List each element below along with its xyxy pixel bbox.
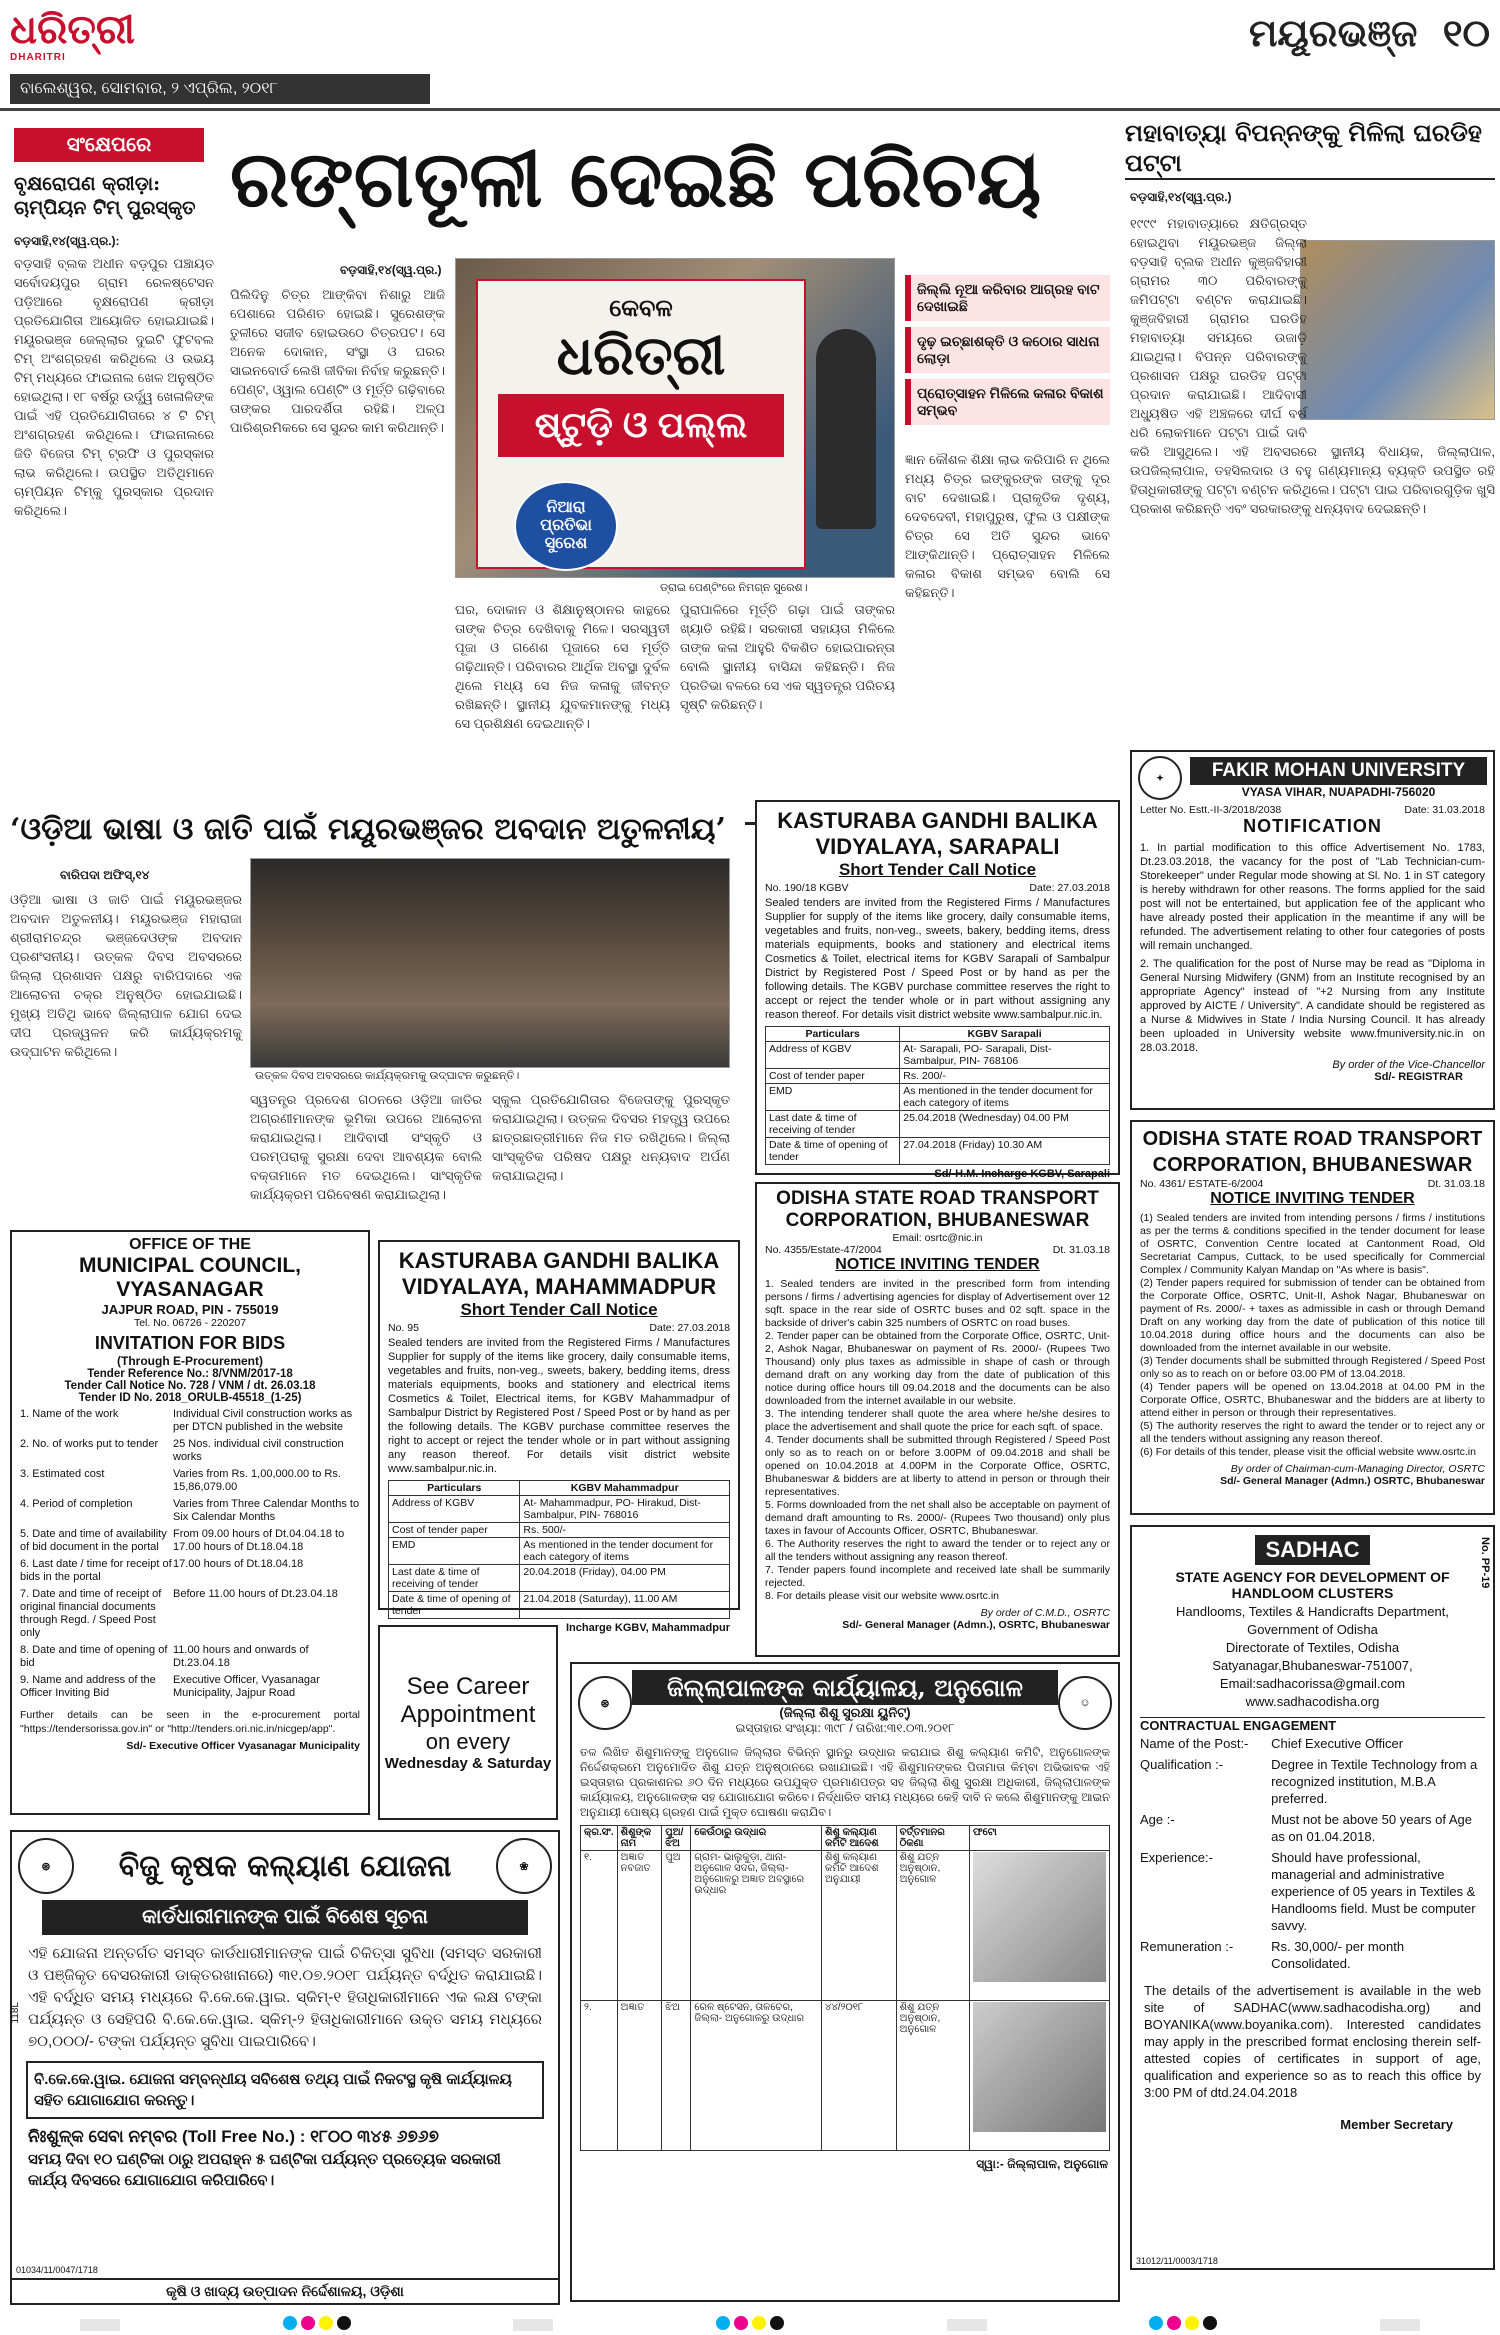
- table-row: [389, 1592, 730, 1619]
- list-item: (1) Sealed tenders are invited from intending persons / firms / institutions as per the terms & conditions specified in the tender document for lease of OSRTC, Convention Centre located at Cantonment Road, Old Secretariat Campus, Cuttack, to be used specifically for Commercial Complex / Community Kalyan Mandap on "As where is basis".: [1140, 1212, 1485, 1276]
- child-photo-2: [970, 2001, 1110, 2151]
- painter-figure: [816, 329, 876, 529]
- sadhac-line: Handlooms, Textiles & Handicrafts Department,: [1176, 1604, 1449, 1619]
- fmu-title: FAKIR MOHAN UNIVERSITY: [1190, 757, 1487, 785]
- list-item: [20, 1528, 360, 1554]
- list-item: [20, 1498, 360, 1524]
- osrtc-m-date: Dt. 31.03.18: [1052, 1244, 1110, 1256]
- masthead-logo: [10, 8, 170, 68]
- kgbv-m-body: Sealed tenders are invited from the Registered Firms / Manufactures Supplier for supply of the items like grocery, daily consumable items, vegetables and fruits, non-veg., sweets, bakery, bedding items, dress materials equipments, books and stationery and electrical items Cosmetics & Toilet, Electrical items, for KGBV Mahammadpur of Sambalpur District by Registered Post / Speed Post or by hand as per the following details. The KGBV purchase committee reserves the right to accept or reject the tender whole or in part without assigning any reason thereof. For details visit district website www.sambalpur.nic.in.: [388, 1337, 730, 1475]
- odisha-emblem-icon: ⊛: [18, 1838, 74, 1894]
- fmu-notice: [1130, 750, 1495, 1110]
- table-cell: ୪୪/୨୦୧୮: [821, 2001, 896, 2151]
- sadhac-line: Government of Odisha: [1247, 1622, 1378, 1637]
- cmyk-marks: [1147, 2316, 1219, 2335]
- career-line3: on every: [425, 1729, 511, 1754]
- collector-no: ଇସ୍ତାହାର ସଂଖ୍ୟା: ୩୯୮ / ତାରିଖ:୩୧.୦୩.୨୦୧୮: [735, 1721, 955, 1735]
- bkky-band: କାର୍ଡଧାରୀମାନଙ୍କ ପାଇଁ ବିଶେଷ ସୂଚନା: [42, 1900, 528, 1935]
- osrtc-m-no: No. 4355/Estate-47/2004: [765, 1244, 882, 1256]
- brief-headline: ବୃକ୍ଷରୋପଣ କ୍ରୀଡ଼ା: ଚାମ୍ପିୟନ ଟିମ୍ ପୁରସ୍କୃତ: [14, 173, 196, 219]
- kgbv-m-sign: Incharge KGBV, Mahammadpur: [565, 1622, 730, 1634]
- osrtc-r-title: ODISHA STATE ROAD TRANSPORT CORPORATION, BHUBANESWAR: [1142, 1128, 1483, 1176]
- row-value: Varies from Rs. 1,00,000.00 to Rs. 15,86,079.00: [173, 1468, 341, 1493]
- university-seal-icon: ✦: [1138, 756, 1182, 800]
- kgbv-m-date: Date: 27.03.2018: [649, 1322, 730, 1334]
- row-value: Before 11.00 hours of Dt.23.04.18: [173, 1588, 338, 1600]
- brief-body: ବଡ଼ସାହି ବ୍ଲକ ଅଧୀନ ବଡ଼ପୁର ପଞ୍ଚାୟତ ସର୍ବୋଦୟପୁର ଗ୍ରାମ ରେଳଷ୍ଟେସନ ପଡ଼ିଆରେ ବୃକ୍ଷରୋପଣ କ୍ରୀଡ଼ା ପ୍ରତିଯୋଗିତା ଆୟୋଜିତ ହୋଇଯାଇଛି। ମୟୂରଭଞ୍ଜ ଜେଲ୍ଲାର ଦୁଇଟି ଫୁଟବଲ ଟିମ୍ ଅଂଶଗ୍ରହଣ କରିଥିଲେ ଓ ଉଭୟ ଟିମ୍ ମଧ୍ୟରେ ଫାଇନାଲ ଖେଳ ଅନୁଷ୍ଠିତ ହୋଇଥିଲା। ୧୮ ବର୍ଷରୁ ଉର୍ଦ୍ଧ୍ୱ ଖେଳାଳିଙ୍କ ପାଇଁ ଏହି ପ୍ରତିଯୋଗିତାରେ ୪ ଟି ଟିମ୍ ଅଂଶଗ୍ରହଣ କରିଥିଲେ। ଫାଇନାଲରେ ଜିତି ବିଜେତା ଟିମ୍ ଟ୍ରଫି ଓ ପୁରସ୍କାର ଲାଭ କରିଥିଲେ। ଉପସ୍ଥିତ ଅତିଥିମାନେ ଚାମ୍ପିୟନ ଟିମ୍‌କୁ ପୁରସ୍କାର ପ୍ରଦାନ କରିଥିଲେ।: [14, 256, 214, 518]
- table-cell: ଗ୍ରାମ- ଭାଲୁକୁଡ଼ା, ଥାନା- ଅନୁଗୋଳ ସଦର, ଜିଲ୍ଲା- ଅନୁଗୋଳରୁ ଅଜ୍ଞାତ ଅବସ୍ଥାରେ ଉଦ୍ଧାର: [691, 1851, 822, 2001]
- table-header: KGBV Sarapali: [900, 1027, 1110, 1042]
- fmu-p1: 1. In partial modification to this office Advertisement No. 1783, Dt.23.03.2018, the vacancy for the post of "Lab Technician-cum-Storekeeper" under Regular mode showing at Sl. No. 1 in ST category is hereby withdrawn for other reasons. The forms applied for the said post will not be entertained, but application fee of the applicant who have already posted their application in the meantime if any will be refunded. The advertisement relating to other four categories of posts will remain unchanged.: [1140, 842, 1485, 952]
- list-item: 7. Tender papers found incomplete and received late shall be summarily rejected.: [765, 1564, 1110, 1589]
- mun-footer: Further details can be seen in the e-procurement portal "https://tendersorissa.gov.in" or "http://tenders.ori.nic.in/nicgep/app".: [20, 1709, 360, 1735]
- table-row: [389, 1565, 730, 1592]
- kgbv-m-title: KASTURABA GANDHI BALIKA VIDYALAYA, MAHAMMADPUR: [398, 1248, 720, 1299]
- row-label: 8. Date and time of opening of bid: [20, 1644, 168, 1669]
- sadhac-notice: [1130, 1525, 1495, 2270]
- table-row: [766, 1069, 1110, 1084]
- lead-col4: ଜ୍ଞାନ କୌଶଳ ଶିକ୍ଷା ଲାଭ କରିପାରି ନ ଥିଲେ ମଧ୍ୟ ଚିତ୍ର ଇଙ୍କୁରଙ୍କ ତାଙ୍କୁ ଦୂର ବାଟ ଦେଖାଇଛି। ପ୍ରାକୃତିକ ଦୃଶ୍ୟ, ଦେବଦେବୀ, ମହାପୁରୁଷ, ଫୁଲ ଓ ପକ୍ଷୀଙ୍କ ଚିତ୍ର ସେ ଅତି ସୁନ୍ଦର ଭାବେ ଆଙ୍କିଥାନ୍ତି। ପ୍ରୋତ୍ସାହନ ମିଳିଲେ କଳାର ବିକାଶ ସମ୍ଭବ ବୋଲି ସେ କହିଛନ୍ତି।: [905, 452, 1110, 600]
- pull-quote-2: ଦୃଢ଼ ଇଚ୍ଛାଶକ୍ତି ଓ କଠୋର ସାଧନା ଲୋଡ଼ା: [905, 327, 1110, 373]
- row-label: Age :-: [1140, 1812, 1175, 1827]
- table-header: ଶିଶୁ କଲ୍ୟାଣ କମିଟି ଆଦେଶ: [821, 1826, 896, 1851]
- sadhac-code: 31012/11/0003/1718: [1136, 2256, 1218, 2266]
- pull-quotes: [905, 275, 1110, 425]
- osrtc-m-title: ODISHA STATE ROAD TRANSPORT CORPORATION, BHUBANESWAR: [776, 1188, 1099, 1231]
- kgbv-s-table: [765, 1026, 1110, 1165]
- list-item: [1140, 1849, 1485, 1934]
- row-value: Chief Executive Officer: [1271, 1736, 1404, 1751]
- badge-line1: ନିଆରା: [546, 499, 586, 516]
- odia-headline: ‘ଓଡ଼ିଆ ଭାଷା ଓ ଜାତି ପାଇଁ ମୟୂରଭଞ୍ଜର ଅବଦାନ ଅତୁଳନୀୟ’: [10, 802, 745, 860]
- osrtc-m-email: Email: osrtc@nic.in: [892, 1232, 983, 1244]
- table-cell: Rs. 200/-: [900, 1069, 1110, 1084]
- row-label: 4. Period of completion: [20, 1498, 133, 1510]
- row-label: Remuneration :-: [1140, 1939, 1234, 1954]
- table-row: [389, 1538, 730, 1565]
- table-cell: 27.04.2018 (Friday) 10.30 AM: [900, 1138, 1110, 1165]
- table-row: [766, 1138, 1110, 1165]
- right-story-body: [1130, 214, 1495, 814]
- gray-swatch: [947, 2319, 987, 2331]
- row-label: Qualification :-: [1140, 1757, 1224, 1772]
- brief-dateline: ବଡ଼ସାହି,୧୪(ସ୍ୱ.ପ୍ର.):: [14, 234, 120, 248]
- badge-line3: ସୁରେଶ: [544, 535, 588, 552]
- odia-photo: [250, 858, 730, 1068]
- row-value: Should have professional, managerial and administrative experience of 05 years in Textiles & Handlooms field. Must be computer savvy.: [1271, 1850, 1476, 1933]
- sadhac-heading: CONTRACTUAL ENGAGEMENT: [1140, 1717, 1485, 1733]
- kgbv-m-subtitle: Short Tender Call Notice: [460, 1300, 658, 1319]
- table-cell: Address of KGBV: [766, 1042, 900, 1069]
- row-label: 5. Date and time of availability of bid document in the portal: [20, 1528, 167, 1553]
- right-dateline: ବଡ଼ସାହି,୧୪(ସ୍ୱ.ପ୍ର.): [1130, 190, 1232, 204]
- fmu-date: Date: 31.03.2018: [1404, 804, 1485, 816]
- lead-col1: ପିଲିଦିନୁ ଚିତ୍ର ଆଙ୍କିବା ନିଶାରୁ ଆଜି ପେଶାରେ ପରିଣତ ହୋଇଛି। ସୁରେଶଙ୍କ ତୁଳୀରେ ସଜୀବ ହୋଇଉଠେ ଚିତ୍ରପଟ। ସେ ଅନେକ ଦୋକାନ, ସଂସ୍ଥା ଓ ଘରର ସାଇନବୋର୍ଡ ଲେଖି ଜୀବିକା ନିର୍ବାହ କରୁଛନ୍ତି। ପେଣ୍ଟ, ଓ୍ୱାଲ ପେଣ୍ଟିଂ ଓ ମୂର୍ତ୍ତି ଗଢ଼ିବାରେ ତାଙ୍କର ପାରଦର୍ଶିତା ରହିଛି। ଅଳ୍ପ ପାରିଶ୍ରମିକରେ ସେ ସୁନ୍ଦର କାମ କରିଥାନ୍ତି।: [230, 287, 445, 435]
- lead-col2: ଘର, ଦୋକାନ ଓ ଶିକ୍ଷାନୁଷ୍ଠାନର କାନ୍ଥରେ ତାଙ୍କ ଚିତ୍ର ଦେଖିବାକୁ ମିଳେ। ସରସ୍ୱତୀ ପୂଜା ଓ ଗଣେଶ ପୂଜାରେ ସେ ମୂର୍ତ୍ତି ଗଢ଼ିଥାନ୍ତି। ପରିବାରର ଆର୍ଥିକ ଅବସ୍ଥା ଦୁର୍ବଳ ଥିଲେ ମଧ୍ୟ ସେ ନିଜ କଳାକୁ ଜୀବନ୍ତ ରଖିଛନ୍ତି। ସ୍ଥାନୀୟ ଯୁବକମାନଙ୍କୁ ମଧ୍ୟ ସେ ପ୍ରଶିକ୍ଷଣ ଦେଇଥାନ୍ତି।: [455, 602, 670, 731]
- row-label: 2. No. of works put to tender: [20, 1438, 159, 1450]
- table-header: ଫଟୋ: [970, 1826, 1110, 1851]
- list-item: 3. The intending tenderer shall quote the area where he/she desires to place the advertisement and shall quote the price for each sqft. of space.: [765, 1408, 1110, 1433]
- sadhac-line: Satyanagar,Bhubaneswar-751007,: [1212, 1658, 1413, 1673]
- table-cell: Date & time of opening of tender: [766, 1138, 900, 1165]
- list-item: 8. For details please visit our website www.osrtc.in: [765, 1590, 1000, 1602]
- gray-swatch: [513, 2319, 553, 2331]
- table-cell: Address of KGBV: [389, 1496, 520, 1523]
- fmu-sign: Sd/- REGISTRAR: [1374, 1071, 1463, 1083]
- list-item: [20, 1674, 360, 1700]
- photo-spacer: [1315, 234, 1495, 434]
- table-header: କେଉଁଠାରୁ ଉଦ୍ଧାର: [691, 1826, 822, 1851]
- list-item: (5) The authority reserves the right to award the tender or to reject any or all the tenders without assigning any reason thereof.: [1140, 1420, 1485, 1445]
- osrtc-m-heading: NOTICE INVITING TENDER: [835, 1256, 1040, 1273]
- row-value: Rs. 30,000/- per month Consolidated.: [1271, 1939, 1405, 1971]
- odia-col3: ସ୍କୁଲ ପ୍ରତିଯୋଗିତାର ବିଜେତାଙ୍କୁ ପୁରସ୍କୃତ କରାଯାଇଥିଲା। ଉତ୍କଳ ଦିବସର ମହତ୍ତ୍ୱ ଉପରେ ଛାତ୍ରଛାତ୍ରୀମାନେ ନିଜ ମତ ରଖିଥିଲେ। ଜିଲ୍ଲା ସାଂସ୍କୃତିକ ପରିଷଦ ପକ୍ଷରୁ ଧନ୍ୟବାଦ ଅର୍ପଣ କରାଯାଇଥିଲା।: [492, 1092, 730, 1183]
- list-item: 6. The Authority reserves the right to award the tender or to reject any or all the tenders without assigning any reason thereof.: [765, 1538, 1110, 1563]
- row-value: Individual Civil construction works as per DTCN published in the website: [173, 1408, 353, 1433]
- mun-heading: INVITATION FOR BIDS: [94, 1333, 286, 1353]
- row-value: From 09.00 hours of Dt.04.04.18 to 17.00 hours of Dt.18.04.18: [173, 1528, 345, 1553]
- mun-tel: Tel. No. 06726 - 220207: [133, 1317, 247, 1329]
- mun-sub: (Through E-Procurement): [117, 1354, 263, 1368]
- row-label: 9. Name and address of the Officer Inviting Bid: [20, 1674, 156, 1699]
- row-value: 11.00 hours and onwards of Dt.23.04.18: [173, 1644, 309, 1669]
- kgbv-s-no: No. 190/18 KGBV: [765, 882, 849, 894]
- mun-tid: Tender ID No. 2018_ORULB-45518_(1-25): [78, 1392, 302, 1404]
- sadhac-body: The details of the advertisement is available in the web site of SADHAC(www.sadhacodisha.org) and BOYANIKA(www.boyanika.com). Interested candidates may apply in the prescribed format enclosing therein self- attested copies of certificates in support of age, qualification and experience so as to reach this office by 3:00 PM of dtd.24.04.2018: [1144, 1983, 1481, 2100]
- lead-photo: [455, 258, 895, 578]
- table-header: କ୍ର.ସଂ.: [581, 1826, 618, 1851]
- osrtc-r-by-order: By order of Chairman-cum-Managing Director, OSRTC: [1230, 1463, 1485, 1475]
- career-line4: Wednesday & Saturday: [384, 1755, 552, 1772]
- kgbv-s-body: Sealed tenders are invited from the Registered Firms / Manufactures Supplier for supply of the items like grocery, daily consumable items, vegetables and fruits, non-veg., sweets, bakery, bedding items, dress materials equipments, books and stationery and electrical items Cosmetics & Toilet, electrical items for KGBV Sarapali of Sambalpur District by Registered Post / Speed Post or by hand as per the following details. The KGBV purchase committee reserves the right to accept or reject the tender whole or in part without assigning any reason thereof. For details visit district website www.sambalpur.nic.in.: [765, 897, 1110, 1021]
- table-cell: ଶିଶୁ ଯତ୍ନ ଅନୁଷ୍ଠାନ, ଅନୁଗୋଳ: [896, 1851, 969, 2001]
- table-cell: ଅଜ୍ଞାତ: [617, 2001, 662, 2151]
- osrtc-r-heading: NOTICE INVITING TENDER: [1210, 1190, 1415, 1207]
- sadhac-logo: SADHAC: [1255, 1535, 1369, 1565]
- table-cell: Last date & time of receiving of tender: [389, 1565, 520, 1592]
- lead-dateline: ବଡ଼ସାହି,୧୪(ସ୍ୱ.ପ୍ର.): [340, 263, 442, 277]
- list-item: 4. Tender documents shall be submitted through Registered / Speed Post only so as to reach on or before 3.00PM of 09.04.2018 and shall be opened on 10.04.2018 at 4.00PM in the Corporate Office, OSRTC, Bhubaneswar & bidders are at liberty to attend in person or through their representatives.: [765, 1434, 1110, 1498]
- kgbv-m-no: No. 95: [388, 1322, 419, 1334]
- print-registration-strip: [0, 2316, 1500, 2334]
- row-value: 17.00 hours of Dt.18.04.18: [173, 1558, 304, 1570]
- list-item: 2. Tender paper can be obtained from the Corporate Office, OSRTC, Unit-2, Ashok Nagar, Bhubaneswar on payment of Rs. 2000/- (Rupees Two Thousand) only plus taxes as admissible in shape of cash or through demand draft on any working day from the date of publication of this notice during office hours till 09.04.2018 and the documents can be also downloaded from the internet available in our website.: [765, 1330, 1110, 1407]
- top-rule: [0, 108, 1500, 111]
- table-cell: Last date & time of receiving of tender: [766, 1111, 900, 1138]
- list-item: (2) Tender papers required for submission of tender can be obtained from the Corporate Office, OSRTC, Unit-II, Ashok Nagar, Bhubaneswar on payment of Rs. 2000/- + taxes as admissible in cash or through Demand Draft on any working day from the date of publication of this notice till 10.04.2018 during office hours and the documents can also be downloaded from the internet available in our website.: [1140, 1277, 1485, 1354]
- fmu-heading: NOTIFICATION: [1243, 816, 1382, 836]
- sadhac-line: Email:sadhacorissa@gmail.com: [1219, 1676, 1406, 1691]
- osrtc-m-sign: Sd/- General Manager (Admn.), OSRTC, Bhubaneswar: [842, 1619, 1110, 1631]
- table-cell: Rs. 500/-: [520, 1523, 730, 1538]
- page-number: ୧୦: [1442, 10, 1490, 55]
- table-cell: ଶିଶୁ କଲ୍ୟାଣ କମିଟି ଆଦେଶ ଅନୁଯାୟୀ: [821, 1851, 896, 2001]
- table-cell: At- Sarapali, PO- Sarapali, Dist- Sambalpur, PIN- 768106: [900, 1042, 1110, 1069]
- row-value: Varies from Three Calendar Months to Six Calendar Months: [173, 1498, 360, 1523]
- bkky-logo-icon: ❀: [496, 1838, 552, 1894]
- kgbv-s-sign: Sd/-H.M. Incharge KGBV, Sarapali: [934, 1168, 1110, 1180]
- row-value: Must not be above 50 years of Age as on 01.04.2018.: [1271, 1812, 1473, 1844]
- kgbv-s-title: KASTURABA GANDHI BALIKA VIDYALAYA, SARAPALI: [777, 808, 1098, 859]
- lead-headline: ରଙ୍ଗତୂଳୀ ଦେଇଛି ପରିଚୟ: [230, 134, 1042, 225]
- board-bottom-text: ଷ୍ଟୁଡ଼ି ଓ ପଲ୍ଲ: [498, 394, 784, 457]
- table-cell: ଶିଶୁ ଯତ୍ନ ଅନୁଷ୍ଠାନ, ଅନୁଗୋଳ: [896, 2001, 969, 2151]
- row-label: 3. Estimated cost: [20, 1468, 105, 1480]
- mun-address: JAJPUR ROAD, PIN - 755019: [101, 1302, 279, 1317]
- mun-sign: Sd/- Executive Officer Vyasanagar Municipality: [126, 1740, 360, 1752]
- table-header: Particulars: [766, 1027, 900, 1042]
- mun-office: OFFICE OF THE: [129, 1236, 251, 1253]
- list-item: 5. Forms downloaded from the net shall also be acceptable on payment of demand draft amounting to Rs. 2000/- (Rupees Two thousand) only plus taxes in favour of Accounts Officer, OSRTC, Bhubaneswar.: [765, 1499, 1110, 1537]
- row-value: Executive Officer, Vyasanagar Municipality, Jajpur Road: [173, 1674, 320, 1699]
- badge-line2: ପ୍ରତିଭା: [540, 517, 592, 534]
- osrtc-mid-notice: [755, 1182, 1120, 1657]
- odia-col1: ଓଡ଼ିଆ ଭାଷା ଓ ଜାତି ପାଇଁ ମୟୂରଭଞ୍ଜର ଅବଦାନ ଅତୁଳନୀୟ। ମୟୂରଭଞ୍ଜ ମହାରାଜା ଶ୍ରୀରାମଚନ୍ଦ୍ର ଭଞ୍ଜଦେଓଙ୍କ ଅବଦାନ ପ୍ରଶଂସନୀୟ। ଉତ୍କଳ ଦିବସ ଅବସରରେ ଜିଲ୍ଲା ପ୍ରଶାସନ ପକ୍ଷରୁ ବାରିପଦାରେ ଏକ ଆଲୋଚନା ଚକ୍ର ଅନୁଷ୍ଠିତ ହୋଇଯାଇଛି। ମୁଖ୍ୟ ଅତିଥି ଭାବେ ଜିଲ୍ଲାପାଳ ଯୋଗ ଦେଇ ଦୀପ ପ୍ରଜ୍ୱଳନ କରି କାର୍ଯ୍ୟକ୍ରମକୁ ଉଦ୍‌ଘାଟନ କରିଥିଲେ।: [10, 892, 242, 1059]
- kgbv-s-subtitle: Short Tender Call Notice: [838, 860, 1037, 879]
- kgbv-mahammadpur-notice: [378, 1240, 740, 1634]
- mun-call: Tender Call Notice No. 728 / VNM / dt. 26.03.18: [64, 1380, 316, 1392]
- table-cell: EMD: [389, 1538, 520, 1565]
- mun-title: MUNICIPAL COUNCIL, VYASANAGAR: [78, 1254, 302, 1301]
- row-label: 6. Last date / time for receipt of bids in the portal: [20, 1558, 172, 1583]
- table-cell: At- Mahammadpur, PO- Hirakud, Dist- Sambalpur, PIN- 768016: [520, 1496, 730, 1523]
- collector-table: [580, 1825, 1110, 2151]
- career-line2: Appointment: [400, 1701, 536, 1728]
- bkky-title: ବିଜୁ କୃଷକ କଲ୍ୟାଣ ଯୋଜନା: [118, 1848, 452, 1884]
- dateline: ବାଲେଶ୍ୱର, ସୋମବାର, ୨ ଏପ୍ରିଲ, ୨୦୧୮: [10, 74, 430, 104]
- osrtc-right-notice: [1130, 1120, 1495, 1515]
- kgbv-s-date: Date: 27.03.2018: [1029, 882, 1110, 894]
- table-cell: Cost of tender paper: [766, 1069, 900, 1084]
- osrtc-r-sign: Sd/- General Manager (Admn.) OSRTC, Bhubaneswar: [1220, 1475, 1485, 1487]
- sadhac-sign: Member Secretary: [1340, 2117, 1453, 2132]
- collector-body: ତଳ ଲିଖିତ ଶିଶୁମାନଙ୍କୁ ଅନୁଗୋଳ ଜିଲ୍ଲାର ବିଭିନ୍ନ ସ୍ଥାନରୁ ଉଦ୍ଧାର କରାଯାଇ ଶିଶୁ କଲ୍ୟାଣ କମିଟି, ଅନୁଗୋଳଙ୍କ ନିର୍ଦ୍ଦେଶକ୍ରମେ ଅନୁମୋଦିତ ଶିଶୁ ଯତ୍ନ ଅନୁଷ୍ଠାନରେ ରଖାଯାଇଛି। ଏହି ଶିଶୁମାନଙ୍କର ପିତାମାତା କିମ୍ବା ଅଭିଭାବକ ଏହି ଇସ୍ତାହାର ପ୍ରକାଶନର ୬୦ ଦିନ ମଧ୍ୟରେ ଉପଯୁକ୍ତ ପ୍ରମାଣପତ୍ର ସହ ଜିଲ୍ଲା ଶିଶୁ ସୁରକ୍ଷା ଅଧିକାରୀ, ଜିଲ୍ଲାପାଳଙ୍କ କାର୍ଯ୍ୟାଳୟ, ଅନୁଗୋଳଙ୍କ ସହ ଯୋଗାଯୋଗ କରିବେ। ନିର୍ଦ୍ଧାରିତ ସମୟ ମଧ୍ୟରେ କେହି ଦାବି ନ କଲେ ଶିଶୁମାନଙ୍କୁ ଆଇନ ଅନୁଯାୟୀ ପୋଷ୍ୟ ଗ୍ରହଣ ପାଇଁ ମୁକ୍ତ ଘୋଷଣା କରାଯିବ।: [580, 1747, 1110, 1819]
- gray-swatch: [80, 2319, 120, 2331]
- list-item: [1140, 1938, 1485, 1972]
- odia-col2: ସ୍ୱତନ୍ତ୍ର ପ୍ରଦେଶ ଗଠନରେ ଓଡ଼ିଆ ଜାତିର ଅଗ୍ରଣୀମାନଙ୍କ ଭୂମିକା ଉପରେ ଆଲୋଚନା କରାଯାଇଥିଲା। ଆଦିବାସୀ ସଂସ୍କୃତି ଓ ପରମ୍ପରାକୁ ସୁରକ୍ଷା ଦେବା ଆବଶ୍ୟକ ବୋଲି ବକ୍ତାମାନେ ମତ ଦେଇଥିଲେ। ସାଂସ୍କୃତିକ କାର୍ଯ୍ୟକ୍ରମ ପରିବେଷଣ କରାଯାଇଥିଲା।: [250, 1092, 482, 1202]
- bkky-notice: [10, 1830, 560, 2305]
- odia-caption: ଉତ୍କଳ ଦିବସ ଅବସରରେ କାର୍ଯ୍ୟକ୍ରମକୁ ଉଦ୍‌ଘାଟନ କରୁଛନ୍ତି।: [255, 1070, 520, 1082]
- table-cell: 20.04.2018 (Friday), 04.00 PM: [520, 1565, 730, 1592]
- pull-quote-3: ପ୍ରୋତ୍ସାହନ ମିଳିଲେ କଳାର ବିକାଶ ସମ୍ଭବ: [905, 379, 1110, 425]
- collector-sub: (ଜିଲ୍ଲା ଶିଶୁ ସୁରକ୍ଷା ୟୁନିଟ୍): [779, 1705, 911, 1720]
- list-item: 1. Sealed tenders are invited in the prescribed form from intending persons / firms / advertising agencies for display of Advertisement over 12 sqft. space in the rear side of OSRTC buses and 02 sqft. space in the backside of driver's cabin 325 numbers of OSRTC on road buses.: [765, 1278, 1110, 1329]
- table-row: [389, 1496, 730, 1523]
- list-item: (3) Tender documents shall be submitted through Registered / Speed Post only so as to reach on or before 03.00 PM of 13.04.2018.: [1140, 1355, 1485, 1380]
- bkky-side-code: 118L: [10, 2002, 21, 2024]
- table-cell: 25.04.2018 (Wednesday) 04.00 PM: [900, 1111, 1110, 1138]
- cmyk-marks: [281, 2316, 353, 2335]
- table-cell: EMD: [766, 1084, 900, 1111]
- table-cell: ଝିଅ: [662, 2001, 691, 2151]
- list-item: [20, 1438, 360, 1464]
- kgbv-m-table: [388, 1480, 730, 1619]
- table-cell: ୧.: [581, 1851, 618, 2001]
- lead-col3: ପୁରାପାଳିରେ ମୂର୍ତ୍ତି ଗଢ଼ା ପାଇଁ ତାଙ୍କର ଖ୍ୟାତି ରହିଛି। ସରକାରୀ ସହାୟତା ମିଳିଲେ ତାଙ୍କ କଳା ଆହୁରି ବିକଶିତ ହୋଇପାରନ୍ତା ବୋଲି ସ୍ଥାନୀୟ ବାସିନ୍ଦା କହିଛନ୍ତି। ନିଜ ପ୍ରତିଭା ବଳରେ ସେ ଏକ ସ୍ୱତନ୍ତ୍ର ପରିଚୟ ସୃଷ୍ଟି କରିଛନ୍ତି।: [680, 602, 895, 712]
- row-label: Name of the Post:-: [1140, 1736, 1249, 1751]
- career-line1: See Career: [406, 1673, 530, 1700]
- fmu-by-order: By order of the Vice-Chancellor: [1332, 1059, 1485, 1071]
- sadhac-line: Directorate of Textiles, Odisha: [1225, 1640, 1400, 1655]
- table-row: [766, 1084, 1110, 1111]
- table-cell: 21.04.2018 (Saturday), 11.00 AM: [520, 1592, 730, 1619]
- table-cell: ଅଜ୍ଞାତ ନବଜାତ: [617, 1851, 662, 2001]
- table-row: [766, 1042, 1110, 1069]
- row-label: Experience:-: [1140, 1850, 1213, 1865]
- odia-dateline: ବାରିପଦା ଅଫିସ୍,୧୪: [60, 868, 150, 882]
- table-cell: ରେଳ ଷ୍ଟେସନ, ତାଳଚେର, ଜିଲ୍ଲା- ଅନୁଗୋଳରୁ ଉଦ୍ଧାର: [691, 2001, 822, 2151]
- table-header: ଶିଶୁଙ୍କ ନାମ: [617, 1826, 662, 1851]
- sadhac-no: No. PP-19: [1479, 1537, 1491, 1589]
- brief-tab: ସଂକ୍ଷେପରେ: [14, 128, 204, 162]
- table-header: Particulars: [389, 1481, 520, 1496]
- fmu-letter: Letter No. Estt.-II-3/2018/2038: [1140, 804, 1282, 816]
- lead-caption: ଡ୍ରାଇ ପେଣ୍ଟିଂରେ ନିମଗ୍ନ ସୁରେଶ।: [660, 582, 808, 594]
- kgbv-sarapali-notice: [755, 800, 1120, 1180]
- child-protection-logo-icon: ☺: [1058, 1676, 1112, 1730]
- table-cell: As mentioned in the tender document for each category of items: [520, 1538, 730, 1565]
- list-item: [20, 1408, 360, 1434]
- table-row: [581, 2001, 1110, 2151]
- row-label: 1. Name of the work: [20, 1408, 119, 1420]
- list-item: (4) Tender papers will be opened on 13.04.2018 at 04.00 PM in the Corporate Office, OSRTC, Bhubaneswar and the bidders are at liberty to attend either in person or through their representatives.: [1140, 1381, 1485, 1419]
- list-item: [20, 1558, 360, 1584]
- list-item: [1140, 1756, 1485, 1807]
- list-item: (6) For details of this tender, please visit the official website www.osrtc.in: [1140, 1446, 1476, 1458]
- osrtc-r-no: No. 4361/ ESTATE-6/2004: [1140, 1178, 1264, 1190]
- collector-sign: ସ୍ୱା:- ଜିଲ୍ଲାପାଳ, ଅନୁଗୋଳ: [976, 2157, 1108, 2171]
- table-cell: Date & time of opening of tender: [389, 1592, 520, 1619]
- table-row: [389, 1523, 730, 1538]
- table-cell: ପୁଅ: [662, 1851, 691, 2001]
- mun-ref: Tender Reference No.: 8/VNM/2017-18: [87, 1368, 293, 1380]
- row-value: 25 Nos. individual civil construction works: [173, 1438, 344, 1463]
- logo-sub: DHARITRI: [10, 52, 66, 63]
- fmu-p2: 2. The qualification for the post of Nurse may be read as "Diploma in General Nursing Midwifery (GNM) from an Institute recognised by an appropriate Agency" instead of "+2 Nursing from any Institute approved by AICTE / University". A candidate should be registered as a Nurse & Midwives in State / India Nursing Council. It has already been uploaded in University website www.fmuniversity.nic.in on 28.03.2018.: [1140, 958, 1485, 1054]
- sadhac-agency: STATE AGENCY FOR DEVELOPMENT OF HANDLOOM CLUSTERS: [1175, 1569, 1450, 1601]
- logo-text: ଧରିତ୍ରୀ: [10, 6, 135, 53]
- bkky-code: 01034/11/0047/1718: [16, 2265, 98, 2275]
- sadhac-line: www.sadhacodisha.org: [1245, 1694, 1380, 1709]
- odisha-emblem-icon: ⊛: [578, 1676, 632, 1730]
- osrtc-m-by-order: By order of C.M.D., OSRTC: [980, 1607, 1110, 1619]
- district-title: [1160, 10, 1490, 72]
- talent-badge: [514, 481, 618, 571]
- bkky-tollfree: ନିଃଶୁଳ୍କ ସେବା ନମ୍ବର (Toll Free No.) : ୧୮୦୦ ୩୪୫ ୬୭୬୭: [28, 2127, 439, 2146]
- list-item: [20, 1468, 360, 1494]
- list-item: [1140, 1811, 1485, 1845]
- osrtc-r-date: Dt. 31.03.18: [1427, 1178, 1485, 1190]
- district-name: ମୟୂରଭଞ୍ଜ: [1248, 10, 1418, 55]
- municipal-notice: [10, 1230, 370, 1815]
- bkky-hours: ସମୟ ଦିବା ୧୦ ଘଣ୍ଟିକା ଠାରୁ ଅପରାହ୍ନ ୫ ଘଣ୍ଟିକା ପର୍ଯ୍ୟନ୍ତ ପ୍ରତ୍ୟେକ ସରକାରୀ କାର୍ଯ୍ୟ ଦିବସରେ ଯୋଗାଯୋଗ କରିପାରିବେ।: [28, 2151, 501, 2189]
- row-value: Degree in Textile Technology from a recognized institution, M.B.A preferred.: [1271, 1757, 1478, 1806]
- cmyk-marks: [714, 2316, 786, 2335]
- table-cell: As mentioned in the tender document for each category of items: [900, 1084, 1110, 1111]
- fmu-address: VYASA VIHAR, NUAPADHI-756020: [1241, 785, 1436, 799]
- row-label: 7. Date and time of receipt of original financial documents through Regd. / Speed Post only: [20, 1588, 162, 1639]
- pull-quote-1: ଜିଲ୍ଲି ନୂଆ କରିବାର ଆଗ୍ରହ ବାଟ ଦେଖାଇଛି: [905, 275, 1110, 321]
- table-cell: ୨.: [581, 2001, 618, 2151]
- bkky-box: ବି.କେ.କେ.ୱାଇ. ଯୋଜନା ସମ୍ବନ୍ଧୀୟ ସବିଶେଷ ତଥ୍ୟ ପାଇଁ ନିକଟସ୍ଥ କୃଷି କାର୍ଯ୍ୟାଳୟ ସହିତ ଯୋଗାଯୋଗ କରନ୍ତୁ।: [26, 2061, 544, 2119]
- gray-swatch: [1380, 2319, 1420, 2331]
- bkky-p1: ଏହି ଯୋଜନା ଅନ୍ତର୍ଗତ ସମସ୍ତ କାର୍ଡଧାରୀମାନଙ୍କ ପାଇଁ ଚିକିତ୍ସା ସୁବିଧା (ସମସ୍ତ ସରକାରୀ ଓ ପଞ୍ଜିକୃତ ବେସରକାରୀ ଡାକ୍ତରଖାନାରେ) ୩୧.୦୭.୨୦୧୮ ପର୍ଯ୍ୟନ୍ତ ବର୍ଦ୍ଧିତ କରାଯାଇଛି। ଏହି ବର୍ଦ୍ଧିତ ସମୟ ମଧ୍ୟରେ ବି.କେ.କେ.ୱାଇ. ସ୍କିମ୍-୧ ହିତାଧିକାରୀମାନେ ଏକ ଲକ୍ଷ ଟଙ୍କା ପର୍ଯ୍ୟନ୍ତ ଓ ସେହିପରି ବି.କେ.କେ.ୱାଇ. ସ୍କିମ୍-୨ ହିତାଧିକାରୀମାନେ ଉକ୍ତ ସମୟ ମଧ୍ୟରେ ୭୦,୦୦୦/- ଟଙ୍କା ପର୍ଯ୍ୟନ୍ତ ସୁବିଧା ପାଇପାରିବେ।: [28, 1945, 542, 2050]
- list-item: [20, 1644, 360, 1670]
- career-ad: [378, 1625, 558, 1820]
- table-row: [581, 1851, 1110, 2001]
- right-story-text: ୧୯୯୯ ମହାବାତ୍ୟାରେ କ୍ଷତିଗ୍ରସ୍ତ ହୋଇଥିବା ମୟୂରଭଞ୍ଜ ଜିଲ୍ଲା ବଡ଼ସାହି ବ୍ଲକ ଅଧୀନ କୁଞ୍ଜବିହାରୀ ଗ୍ରାମର ୩୦ ପରିବାରଙ୍କୁ ଜମିପଟ୍ଟା ବଣ୍ଟନ କରାଯାଇଛି। କୁଞ୍ଜବିହାରୀ ଗ୍ରାମର ଘରଡିହ ମହାବାତ୍ୟା ସମୟରେ ଉଜାଡ଼ି ଯାଇଥିଲା। ବିପନ୍ନ ପରିବାରଙ୍କୁ ପ୍ରଶାସନ ପକ୍ଷରୁ ଘରଡିହ ପଟ୍ଟା ପ୍ରଦାନ କରାଯାଇଛି। ଆଦିବାସୀ ଅଧ୍ୟୁଷିତ ଏହି ଅଞ୍ଚଳରେ ଦୀର୍ଘ ବର୍ଷ ଧରି ଲୋକମାନେ ପଟ୍ଟା ପାଇଁ ଦାବି କରି ଆସୁଥିଲେ। ଏହି ଅବସରରେ ସ୍ଥାନୀୟ ବିଧାୟକ, ଜିଲ୍ଲାପାଳ, ଉପଜିଲ୍ଲାପାଳ, ତହସିଲଦାର ଓ ବହୁ ଗଣ୍ୟମାନ୍ୟ ବ୍ୟକ୍ତି ଉପସ୍ଥିତ ରହି ହିତାଧିକାରୀଙ୍କୁ ପଟ୍ଟା ବଣ୍ଟନ କରିଥିଲେ। ପଟ୍ଟା ପାଇ ପରିବାରଗୁଡ଼ିକ ଖୁସି ପ୍ରକାଶ କରିଛନ୍ତି ଏବଂ ସରକାରଙ୍କୁ ଧନ୍ୟବାଦ ଦେଇଛନ୍ତି।: [1130, 216, 1495, 516]
- list-item: [1140, 1735, 1485, 1752]
- child-photo-1: [970, 1851, 1110, 2001]
- list-item: [20, 1588, 360, 1640]
- table-row: [766, 1111, 1110, 1138]
- table-header: ପୁଅ/ଝିଅ: [662, 1826, 691, 1851]
- table-cell: Cost of tender paper: [389, 1523, 520, 1538]
- table-header: KGBV Mahammadpur: [520, 1481, 730, 1496]
- table-header: ବର୍ତ୍ତମାନର ଠିକଣା: [896, 1826, 969, 1851]
- board-top-text: କେବଳ: [609, 295, 673, 322]
- collector-notice: [570, 1662, 1120, 2302]
- right-headline: ମହାବାତ୍ୟା ବିପନ୍ନଙ୍କୁ ମିଳିଲା ଘରଡିହ ପଟ୍ଟା: [1125, 118, 1495, 180]
- collector-title: ଜିଲ୍ଲାପାଳଙ୍କ କାର୍ଯ୍ୟାଳୟ, ଅନୁଗୋଳ: [632, 1670, 1058, 1705]
- board-brand: ଧରିତ୍ରୀ: [556, 323, 726, 387]
- bkky-footer: କୃଷି ଓ ଖାଦ୍ୟ ଉତ୍ପାଦନ ନିର୍ଦ୍ଦେଶାଳୟ, ଓଡ଼ିଶା: [12, 2278, 558, 2303]
